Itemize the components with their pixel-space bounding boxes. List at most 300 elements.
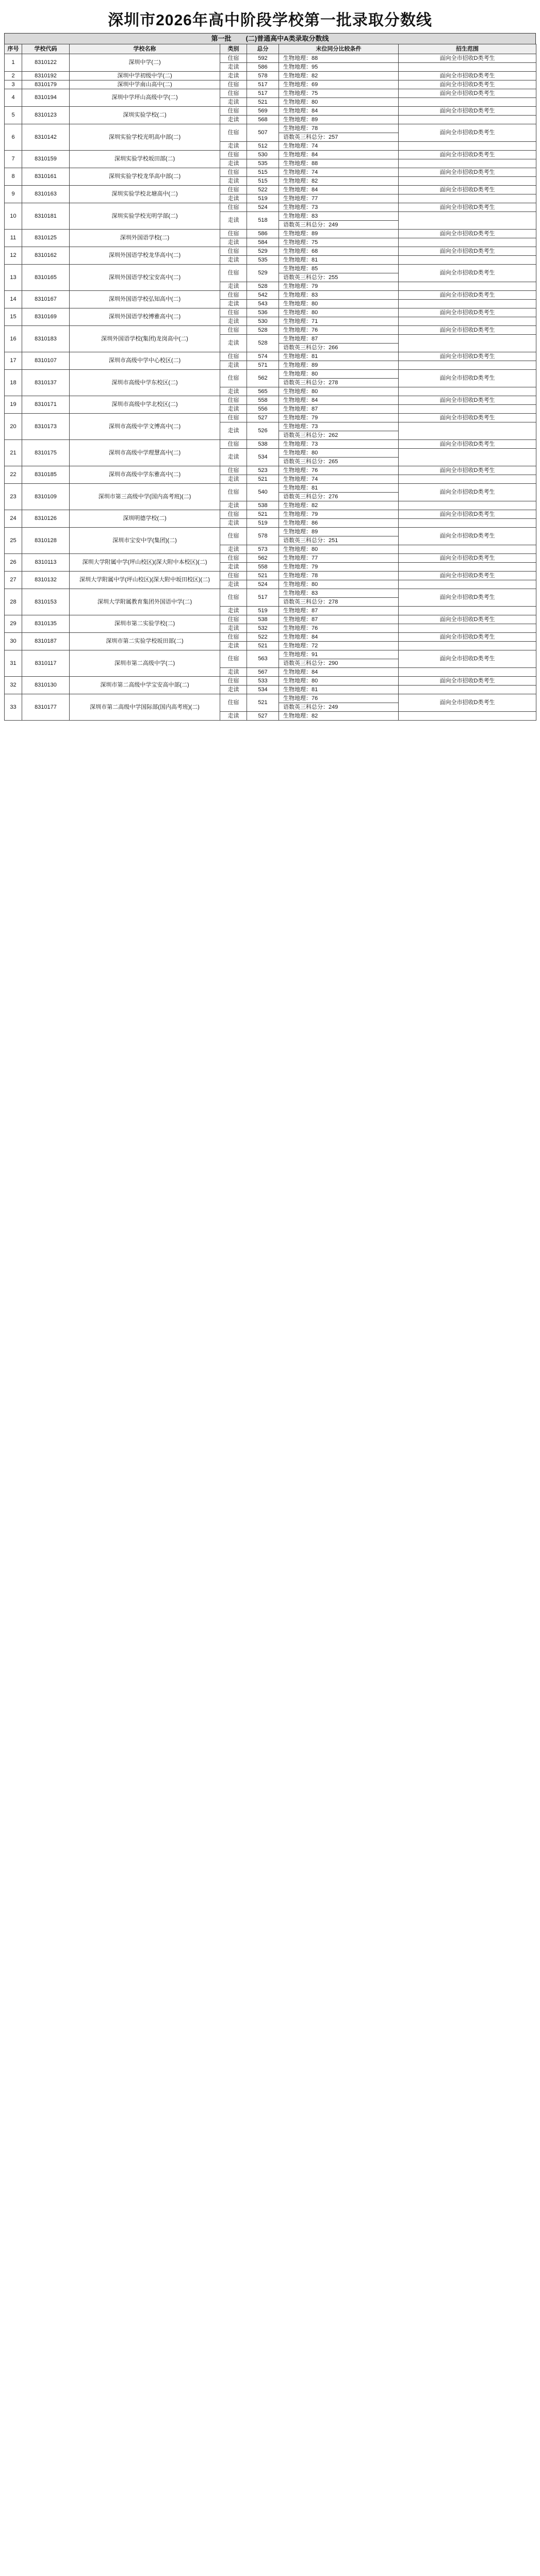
tie-break-condition: 生物地理：80 bbox=[279, 580, 399, 589]
school-code: 8310159 bbox=[22, 151, 70, 168]
admission-scope bbox=[399, 668, 536, 677]
admission-scope bbox=[399, 63, 536, 72]
tie-break-condition: 生物地理：88 bbox=[279, 54, 399, 63]
school-code: 8310135 bbox=[22, 615, 70, 633]
admission-type: 住宿 bbox=[220, 466, 247, 475]
school-code: 8310187 bbox=[22, 633, 70, 650]
school-code: 8310162 bbox=[22, 247, 70, 265]
admission-scope bbox=[399, 317, 536, 326]
admission-scope: 面向全市招收D类考生 bbox=[399, 650, 536, 668]
section-header bbox=[4, 33, 536, 44]
admission-type: 走读 bbox=[220, 519, 247, 528]
admission-scope: 面向全市招收D类考生 bbox=[399, 528, 536, 545]
table-row bbox=[5, 168, 536, 177]
tie-break-condition: 语数英三科总分：249 bbox=[279, 221, 399, 230]
admission-type: 住宿 bbox=[220, 352, 247, 361]
admission-scope bbox=[399, 282, 536, 291]
tie-break-condition: 生物地理：69 bbox=[279, 80, 399, 89]
school-name: 深圳市第二实验学校(二) bbox=[70, 615, 220, 633]
admission-scope bbox=[399, 580, 536, 589]
school-code: 8310161 bbox=[22, 168, 70, 186]
tie-break-condition: 生物地理：74 bbox=[279, 142, 399, 151]
table-row bbox=[5, 80, 536, 89]
admission-scope bbox=[399, 501, 536, 510]
admission-scope: 面向全市招收D类考生 bbox=[399, 80, 536, 89]
tie-break-condition: 生物地理：73 bbox=[279, 440, 399, 449]
tie-break-condition: 生物地理：74 bbox=[279, 168, 399, 177]
total-score: 524 bbox=[247, 203, 279, 212]
total-score: 521 bbox=[247, 642, 279, 650]
total-score: 522 bbox=[247, 186, 279, 194]
admission-scope: 面向全市招收D类考生 bbox=[399, 440, 536, 449]
school-name: 深圳外国语学校(二) bbox=[70, 230, 220, 247]
total-score: 534 bbox=[247, 449, 279, 466]
admission-type: 走读 bbox=[220, 159, 247, 168]
admission-type: 住宿 bbox=[220, 589, 247, 607]
school-code: 8310171 bbox=[22, 396, 70, 414]
tie-break-condition: 语数英三科总分：266 bbox=[279, 344, 399, 352]
admission-scope bbox=[399, 545, 536, 554]
admission-type: 住宿 bbox=[220, 615, 247, 624]
tie-break-condition: 生物地理：68 bbox=[279, 247, 399, 256]
total-score: 538 bbox=[247, 440, 279, 449]
school-name: 深圳大学附属教育集团外国语中学(二) bbox=[70, 589, 220, 615]
row-number: 31 bbox=[5, 650, 22, 677]
tie-break-condition: 生物地理：73 bbox=[279, 422, 399, 431]
school-name: 深圳中学南山高中(二) bbox=[70, 80, 220, 89]
total-score: 578 bbox=[247, 528, 279, 545]
tie-break-condition: 语数英三科总分：278 bbox=[279, 379, 399, 387]
row-number: 3 bbox=[5, 80, 22, 89]
admission-type: 住宿 bbox=[220, 650, 247, 668]
total-score: 517 bbox=[247, 89, 279, 98]
total-score: 528 bbox=[247, 335, 279, 352]
row-number: 2 bbox=[5, 72, 22, 80]
admission-scope bbox=[399, 475, 536, 484]
batch-label: 第一批 bbox=[211, 35, 232, 42]
school-name: 深圳外国语学校宝安高中(二) bbox=[70, 265, 220, 291]
admission-type: 走读 bbox=[220, 63, 247, 72]
tie-break-condition: 生物地理：78 bbox=[279, 124, 399, 133]
table-header bbox=[5, 44, 536, 54]
tie-break-condition: 生物地理：95 bbox=[279, 63, 399, 72]
admission-type: 住宿 bbox=[220, 554, 247, 563]
tie-break-condition: 生物地理：81 bbox=[279, 484, 399, 493]
school-name: 深圳实验学校龙华高中部(二) bbox=[70, 168, 220, 186]
admission-scope bbox=[399, 116, 536, 124]
total-score: 568 bbox=[247, 116, 279, 124]
tie-break-condition: 生物地理：84 bbox=[279, 107, 399, 116]
admission-type: 走读 bbox=[220, 545, 247, 554]
school-name: 深圳市第三高级中学(国内高考班)(二) bbox=[70, 484, 220, 510]
tie-break-condition: 生物地理：80 bbox=[279, 545, 399, 554]
total-score: 586 bbox=[247, 230, 279, 238]
table-row bbox=[5, 370, 536, 379]
school-name: 深圳明德学校(二) bbox=[70, 510, 220, 528]
total-score: 584 bbox=[247, 238, 279, 247]
school-code: 8310177 bbox=[22, 694, 70, 721]
total-score: 534 bbox=[247, 686, 279, 694]
admission-scope: 面向全市招收D类考生 bbox=[399, 572, 536, 580]
admission-scope bbox=[399, 142, 536, 151]
admission-scope bbox=[399, 642, 536, 650]
tie-break-condition: 生物地理：79 bbox=[279, 282, 399, 291]
tie-break-condition: 生物地理：76 bbox=[279, 624, 399, 633]
tie-break-condition: 生物地理：86 bbox=[279, 519, 399, 528]
school-code: 8310126 bbox=[22, 510, 70, 528]
admission-type: 住宿 bbox=[220, 510, 247, 519]
tie-break-condition: 生物地理：80 bbox=[279, 98, 399, 107]
admission-type: 走读 bbox=[220, 501, 247, 510]
tie-break-condition: 生物地理：72 bbox=[279, 642, 399, 650]
school-name: 深圳市高级中学东雅高中(二) bbox=[70, 466, 220, 484]
total-score: 517 bbox=[247, 589, 279, 607]
school-code: 8310183 bbox=[22, 326, 70, 352]
table-row bbox=[5, 124, 536, 133]
total-score: 573 bbox=[247, 545, 279, 554]
total-score: 592 bbox=[247, 54, 279, 63]
table-row bbox=[5, 484, 536, 493]
row-number: 7 bbox=[5, 151, 22, 168]
row-number: 26 bbox=[5, 554, 22, 572]
admission-scope: 面向全市招收D类考生 bbox=[399, 694, 536, 712]
row-number: 19 bbox=[5, 396, 22, 414]
admission-type: 住宿 bbox=[220, 107, 247, 116]
school-name: 深圳市高级中学文博高中(二) bbox=[70, 414, 220, 440]
col-header-type: 类别 bbox=[220, 44, 247, 54]
tie-break-condition: 生物地理：84 bbox=[279, 668, 399, 677]
tie-break-condition: 生物地理：83 bbox=[279, 291, 399, 300]
table-row bbox=[5, 352, 536, 361]
tie-break-condition: 生物地理：74 bbox=[279, 475, 399, 484]
row-number: 12 bbox=[5, 247, 22, 265]
tie-break-condition: 生物地理：76 bbox=[279, 694, 399, 703]
school-name: 深圳市高级中学中心校区(二) bbox=[70, 352, 220, 370]
admission-type: 走读 bbox=[220, 563, 247, 572]
admission-scope: 面向全市招收D类考生 bbox=[399, 554, 536, 563]
row-number: 15 bbox=[5, 308, 22, 326]
page-title: 深圳市2026年高中阶段学校第一批录取分数线 bbox=[108, 12, 432, 29]
admission-scope: 面向全市招收D类考生 bbox=[399, 466, 536, 475]
col-header-score: 总分 bbox=[247, 44, 279, 54]
admission-type: 走读 bbox=[220, 607, 247, 615]
school-name: 深圳外国语学校(集团)龙岗高中(二) bbox=[70, 326, 220, 352]
total-score: 565 bbox=[247, 387, 279, 396]
tie-break-condition: 生物地理：82 bbox=[279, 72, 399, 80]
tie-break-condition: 语数英三科总分：257 bbox=[279, 133, 399, 142]
admission-type: 走读 bbox=[220, 686, 247, 694]
tie-break-condition: 生物地理：87 bbox=[279, 335, 399, 344]
school-name: 深圳实验学校光明学部(二) bbox=[70, 203, 220, 230]
school-name: 深圳外国语学校博雅高中(二) bbox=[70, 308, 220, 326]
total-score: 530 bbox=[247, 151, 279, 159]
admission-scope bbox=[399, 712, 536, 721]
school-name: 深圳市第二高级中学国际部(国内高考班)(二) bbox=[70, 694, 220, 721]
row-number: 8 bbox=[5, 168, 22, 186]
table-row bbox=[5, 308, 536, 317]
school-code: 8310175 bbox=[22, 440, 70, 466]
admission-scope: 面向全市招收D类考生 bbox=[399, 151, 536, 159]
table-row bbox=[5, 589, 536, 598]
total-score: 538 bbox=[247, 615, 279, 624]
total-score: 529 bbox=[247, 247, 279, 256]
tie-break-condition: 生物地理：76 bbox=[279, 326, 399, 335]
total-score: 521 bbox=[247, 694, 279, 712]
row-number: 5 bbox=[5, 107, 22, 124]
admission-type: 住宿 bbox=[220, 168, 247, 177]
admission-type: 走读 bbox=[220, 475, 247, 484]
admission-type: 走读 bbox=[220, 405, 247, 414]
admission-scope bbox=[399, 256, 536, 265]
admission-scope bbox=[399, 563, 536, 572]
school-name: 深圳市第二高级中学(二) bbox=[70, 650, 220, 677]
admission-type: 住宿 bbox=[220, 484, 247, 501]
school-code: 8310132 bbox=[22, 572, 70, 589]
row-number: 23 bbox=[5, 484, 22, 510]
school-code: 8310173 bbox=[22, 414, 70, 440]
tie-break-condition: 语数英三科总分：255 bbox=[279, 273, 399, 282]
row-number: 32 bbox=[5, 677, 22, 694]
school-name: 深圳实验学校坂田部(二) bbox=[70, 151, 220, 168]
admission-scope: 面向全市招收D类考生 bbox=[399, 89, 536, 98]
total-score: 527 bbox=[247, 712, 279, 721]
admission-type: 住宿 bbox=[220, 80, 247, 89]
school-name: 深圳市高级中学北校区(二) bbox=[70, 396, 220, 414]
row-number: 13 bbox=[5, 265, 22, 291]
admission-scope: 面向全市招收D类考生 bbox=[399, 168, 536, 177]
school-name: 深圳市第二实验学校坂田部(二) bbox=[70, 633, 220, 650]
total-score: 542 bbox=[247, 291, 279, 300]
tie-break-condition: 生物地理：83 bbox=[279, 212, 399, 221]
table-row bbox=[5, 694, 536, 703]
admission-scope bbox=[399, 238, 536, 247]
admission-type: 走读 bbox=[220, 300, 247, 308]
tie-break-condition: 生物地理：79 bbox=[279, 414, 399, 422]
admission-scope bbox=[399, 405, 536, 414]
admission-scope bbox=[399, 361, 536, 370]
admission-type: 住宿 bbox=[220, 308, 247, 317]
total-score: 571 bbox=[247, 361, 279, 370]
admission-scope: 面向全市招收D类考生 bbox=[399, 484, 536, 501]
admission-type: 走读 bbox=[220, 624, 247, 633]
table-row bbox=[5, 440, 536, 449]
row-number: 9 bbox=[5, 186, 22, 203]
table-body bbox=[5, 54, 536, 721]
admission-scope bbox=[399, 686, 536, 694]
total-score: 558 bbox=[247, 563, 279, 572]
admission-scope bbox=[399, 212, 536, 230]
tie-break-condition: 生物地理：80 bbox=[279, 308, 399, 317]
table-row bbox=[5, 510, 536, 519]
table-row bbox=[5, 572, 536, 580]
admission-scope: 面向全市招收D类考生 bbox=[399, 414, 536, 422]
admission-scope: 面向全市招收D类考生 bbox=[399, 308, 536, 317]
row-number: 25 bbox=[5, 528, 22, 554]
tie-break-condition: 语数英三科总分：278 bbox=[279, 598, 399, 607]
tie-break-condition: 生物地理：82 bbox=[279, 177, 399, 186]
admission-type: 住宿 bbox=[220, 291, 247, 300]
admission-type: 住宿 bbox=[220, 151, 247, 159]
table-row bbox=[5, 107, 536, 116]
admission-scope: 面向全市招收D类考生 bbox=[399, 203, 536, 212]
school-code: 8310123 bbox=[22, 107, 70, 124]
total-score: 543 bbox=[247, 300, 279, 308]
admission-type: 走读 bbox=[220, 72, 247, 80]
school-code: 8310122 bbox=[22, 54, 70, 72]
total-score: 518 bbox=[247, 212, 279, 230]
total-score: 569 bbox=[247, 107, 279, 116]
school-name: 深圳中学坪山高级中学(二) bbox=[70, 89, 220, 107]
tie-break-condition: 生物地理：84 bbox=[279, 151, 399, 159]
tie-break-condition: 生物地理：89 bbox=[279, 528, 399, 536]
row-number: 33 bbox=[5, 694, 22, 721]
row-number: 1 bbox=[5, 54, 22, 72]
admission-type: 住宿 bbox=[220, 677, 247, 686]
table-row bbox=[5, 291, 536, 300]
tie-break-condition: 生物地理：80 bbox=[279, 449, 399, 458]
admission-type: 走读 bbox=[220, 387, 247, 396]
admission-type: 住宿 bbox=[220, 396, 247, 405]
admission-scope bbox=[399, 159, 536, 168]
tie-break-condition: 生物地理：82 bbox=[279, 501, 399, 510]
row-number: 29 bbox=[5, 615, 22, 633]
admission-type: 住宿 bbox=[220, 203, 247, 212]
row-number: 27 bbox=[5, 572, 22, 589]
admission-type: 走读 bbox=[220, 422, 247, 440]
table-row bbox=[5, 265, 536, 273]
row-number: 20 bbox=[5, 414, 22, 440]
admission-type: 住宿 bbox=[220, 124, 247, 142]
tie-break-condition: 生物地理：87 bbox=[279, 607, 399, 615]
school-code: 8310179 bbox=[22, 80, 70, 89]
tie-break-condition: 语数英三科总分：251 bbox=[279, 536, 399, 545]
school-code: 8310153 bbox=[22, 589, 70, 615]
admission-scope bbox=[399, 519, 536, 528]
admission-type: 住宿 bbox=[220, 326, 247, 335]
table-row bbox=[5, 230, 536, 238]
row-number: 14 bbox=[5, 291, 22, 308]
tie-break-condition: 生物地理：79 bbox=[279, 563, 399, 572]
admission-type: 走读 bbox=[220, 361, 247, 370]
tie-break-condition: 生物地理：75 bbox=[279, 89, 399, 98]
tie-break-condition: 生物地理：75 bbox=[279, 238, 399, 247]
cutoff-table bbox=[4, 44, 536, 721]
total-score: 519 bbox=[247, 607, 279, 615]
tie-break-condition: 生物地理：76 bbox=[279, 466, 399, 475]
total-score: 578 bbox=[247, 72, 279, 80]
tie-break-condition: 生物地理：77 bbox=[279, 554, 399, 563]
school-name: 深圳市高级中学东校区(二) bbox=[70, 370, 220, 396]
total-score: 528 bbox=[247, 326, 279, 335]
admission-scope bbox=[399, 607, 536, 615]
total-score: 529 bbox=[247, 265, 279, 282]
admission-scope bbox=[399, 449, 536, 466]
tie-break-condition: 生物地理：79 bbox=[279, 510, 399, 519]
total-score: 522 bbox=[247, 633, 279, 642]
tie-break-condition: 语数英三科总分：290 bbox=[279, 659, 399, 668]
table-row bbox=[5, 72, 536, 80]
total-score: 530 bbox=[247, 317, 279, 326]
admission-type: 走读 bbox=[220, 194, 247, 203]
total-score: 567 bbox=[247, 668, 279, 677]
school-name: 深圳市宝安中学(集团)(二) bbox=[70, 528, 220, 554]
row-number: 28 bbox=[5, 589, 22, 615]
total-score: 519 bbox=[247, 519, 279, 528]
tie-break-condition: 生物地理：91 bbox=[279, 650, 399, 659]
table-row bbox=[5, 396, 536, 405]
admission-scope: 面向全市招收D类考生 bbox=[399, 124, 536, 142]
school-code: 8310130 bbox=[22, 677, 70, 694]
school-code: 8310137 bbox=[22, 370, 70, 396]
admission-type: 住宿 bbox=[220, 54, 247, 63]
admission-type: 走读 bbox=[220, 580, 247, 589]
table-row bbox=[5, 650, 536, 659]
admission-scope: 面向全市招收D类考生 bbox=[399, 677, 536, 686]
total-score: 558 bbox=[247, 396, 279, 405]
table-row bbox=[5, 633, 536, 642]
admission-scope: 面向全市招收D类考生 bbox=[399, 633, 536, 642]
tie-break-condition: 生物地理：71 bbox=[279, 317, 399, 326]
total-score: 521 bbox=[247, 475, 279, 484]
row-number: 18 bbox=[5, 370, 22, 396]
col-header-no: 序号 bbox=[5, 44, 22, 54]
admission-scope bbox=[399, 177, 536, 186]
school-name: 深圳实验学校光明高中部(二) bbox=[70, 124, 220, 151]
total-score: 521 bbox=[247, 572, 279, 580]
total-score: 521 bbox=[247, 98, 279, 107]
school-name: 深圳外国语学校龙华高中(二) bbox=[70, 247, 220, 265]
admission-type: 住宿 bbox=[220, 89, 247, 98]
school-name: 深圳实验学校(二) bbox=[70, 107, 220, 124]
admission-scope bbox=[399, 387, 536, 396]
school-name: 深圳市第二高级中学宝安高中部(二) bbox=[70, 677, 220, 694]
tie-break-condition: 生物地理：83 bbox=[279, 589, 399, 598]
tie-break-condition: 生物地理：81 bbox=[279, 686, 399, 694]
admission-type: 住宿 bbox=[220, 440, 247, 449]
header-row bbox=[5, 44, 536, 54]
total-score: 535 bbox=[247, 256, 279, 265]
admission-type: 走读 bbox=[220, 335, 247, 352]
school-code: 8310169 bbox=[22, 308, 70, 326]
school-code: 8310192 bbox=[22, 72, 70, 80]
row-number: 22 bbox=[5, 466, 22, 484]
admission-type: 住宿 bbox=[220, 186, 247, 194]
total-score: 523 bbox=[247, 466, 279, 475]
total-score: 527 bbox=[247, 414, 279, 422]
admission-type: 走读 bbox=[220, 116, 247, 124]
tie-break-condition: 生物地理：81 bbox=[279, 256, 399, 265]
tie-break-condition: 生物地理：87 bbox=[279, 615, 399, 624]
school-name: 深圳市高级中学理慧高中(二) bbox=[70, 440, 220, 466]
section-label: (二)普通高中A类录取分数线 bbox=[246, 35, 329, 42]
total-score: 538 bbox=[247, 501, 279, 510]
admission-type: 走读 bbox=[220, 256, 247, 265]
total-score: 586 bbox=[247, 63, 279, 72]
table-row bbox=[5, 615, 536, 624]
admission-type: 走读 bbox=[220, 642, 247, 650]
total-score: 507 bbox=[247, 124, 279, 142]
tie-break-condition: 生物地理：80 bbox=[279, 387, 399, 396]
tie-break-condition: 语数英三科总分：262 bbox=[279, 431, 399, 440]
tie-break-condition: 语数英三科总分：276 bbox=[279, 493, 399, 501]
table-row bbox=[5, 54, 536, 63]
admission-scope: 面向全市招收D类考生 bbox=[399, 589, 536, 607]
table-row bbox=[5, 677, 536, 686]
admission-scope: 面向全市招收D类考生 bbox=[399, 230, 536, 238]
school-code: 8310142 bbox=[22, 124, 70, 151]
tie-break-condition: 生物地理：84 bbox=[279, 396, 399, 405]
admission-scope: 面向全市招收D类考生 bbox=[399, 265, 536, 282]
